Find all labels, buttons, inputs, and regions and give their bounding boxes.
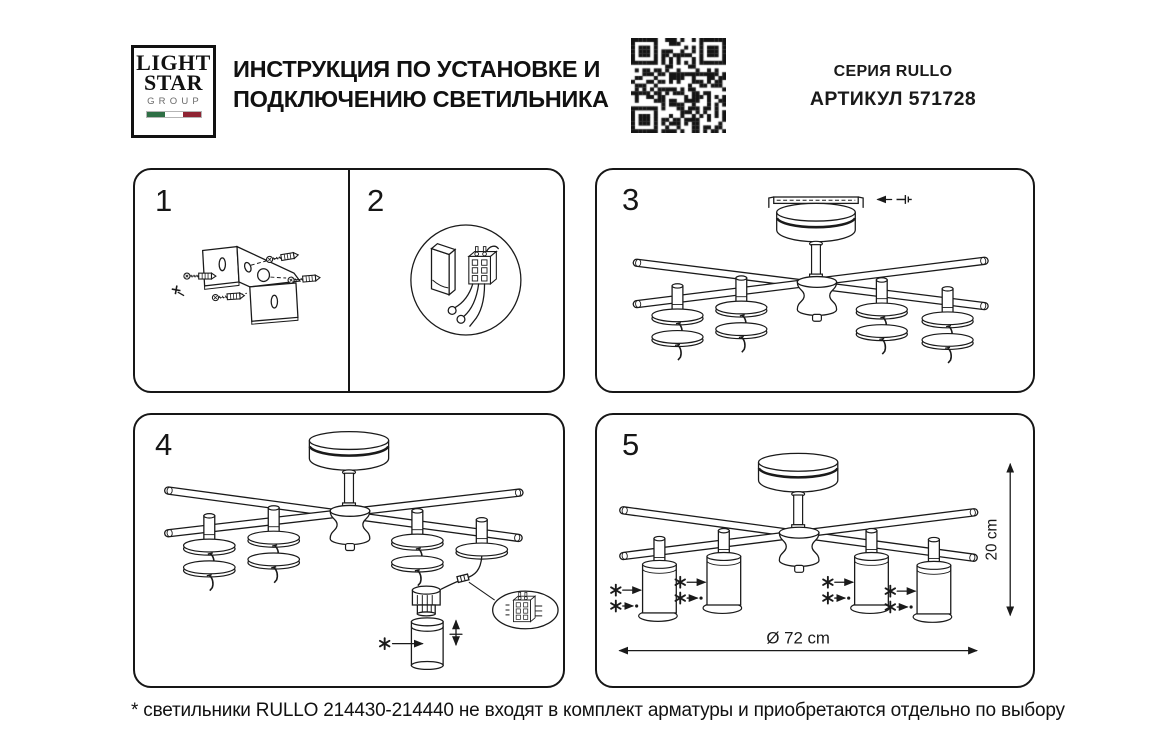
step-panel-5 xyxy=(595,413,1035,688)
flag-red-segment xyxy=(183,112,201,117)
wiring-detail-diagram xyxy=(411,225,521,335)
footnote: * светильники RULLO 214430-214440 не входят в комплект арматуры и приобретаются отдельно по выбору xyxy=(131,700,1065,721)
brand-logo xyxy=(131,45,216,138)
title-line-2: ПОДКЛЮЧЕНИЮ СВЕТИЛЬНИКА xyxy=(233,85,609,112)
detail-pointer xyxy=(469,582,495,600)
diameter-label: Ø 72 cm xyxy=(766,628,830,648)
wire-terminal xyxy=(457,315,465,323)
ceiling-canopy xyxy=(309,432,388,511)
article-number: АРТИКУЛ 571728 xyxy=(809,88,977,110)
bracket-diagram xyxy=(171,247,320,325)
step-number-2: 2 xyxy=(367,183,385,218)
wire-terminal xyxy=(448,307,456,315)
asterisk-mark xyxy=(380,638,390,649)
wire-connector xyxy=(457,574,469,582)
lamp-shade xyxy=(913,561,952,622)
dowel-screw xyxy=(184,273,216,279)
screw-icon xyxy=(897,195,912,204)
dowel-screw xyxy=(212,293,244,301)
italian-flag-bar xyxy=(146,111,202,118)
step-panel-3 xyxy=(595,168,1035,393)
lamp-shade xyxy=(639,560,678,621)
dowel-screw xyxy=(266,252,299,263)
central-hub xyxy=(797,277,836,322)
diameter-dimension xyxy=(620,629,977,651)
step-4-diagram xyxy=(135,415,563,686)
step-number-1: 1 xyxy=(155,183,173,218)
central-hub xyxy=(330,505,370,550)
ceiling-canopy xyxy=(777,203,856,282)
height-dimension xyxy=(983,464,1010,615)
step-number-4: 4 xyxy=(155,427,173,462)
logo-word-group: GROUP xyxy=(147,96,203,107)
terminal-detail xyxy=(493,591,558,629)
ceiling-canopy xyxy=(759,453,838,532)
step-panel-1-2 xyxy=(133,168,565,393)
title-line-1: ИНСТРУКЦИЯ ПО УСТАНОВКЕ И xyxy=(233,56,601,82)
step-3-diagram xyxy=(597,170,1033,391)
step-number-5: 5 xyxy=(622,427,640,462)
flag-white-segment xyxy=(165,112,183,117)
step-panel-4 xyxy=(133,413,565,688)
lamp-socket xyxy=(412,586,440,616)
flag-green-segment xyxy=(147,112,165,117)
central-hub xyxy=(779,527,819,572)
lamp-shade xyxy=(851,552,890,613)
move-icon xyxy=(450,621,462,645)
fixing-screw-arrow xyxy=(878,195,912,204)
series-label: СЕРИЯ RULLO xyxy=(833,63,953,80)
logo-word-star: STAR xyxy=(143,70,204,95)
page-title xyxy=(233,55,609,114)
supply-wire xyxy=(441,556,482,589)
lamp-shade xyxy=(703,552,742,613)
product-info xyxy=(793,63,993,111)
holder-clamp xyxy=(476,518,487,546)
step-number-3: 3 xyxy=(622,182,640,217)
panel-divider xyxy=(348,170,350,391)
step-5-diagram xyxy=(597,415,1033,686)
qr-code xyxy=(631,38,726,133)
height-label: 20 cm xyxy=(983,518,1001,561)
logo-word-light: LIGHT xyxy=(136,50,211,75)
screw-icon xyxy=(171,285,186,296)
